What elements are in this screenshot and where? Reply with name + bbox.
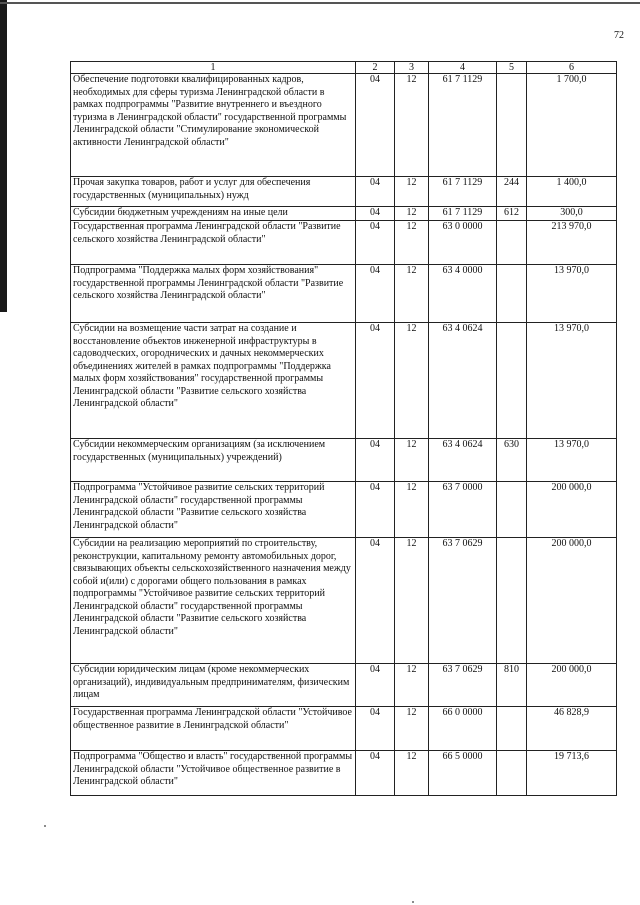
row-amount: 19 713,6 <box>527 751 617 796</box>
row-name: Субсидии бюджетным учреждениям на иные цели <box>71 207 356 221</box>
column-header: 6 <box>527 62 617 74</box>
row-subsection: 12 <box>395 538 429 664</box>
table-row <box>71 265 617 323</box>
budget-table <box>70 61 617 796</box>
column-header: 4 <box>429 62 497 74</box>
row-target-code: 63 4 0624 <box>429 323 497 439</box>
table-row <box>71 482 617 538</box>
row-name: Обеспечение подготовки квалифицированных кадров, необходимых для сферы туризма Ленинградской области в рамках подпрограммы "Развитие внутреннего и въездного туризма в Ленинградской области" государственной программы Ленинградской области "Стимулирование экономической активности Ленинградской области" <box>71 74 356 177</box>
row-subsection: 12 <box>395 265 429 323</box>
scan-speck <box>44 825 46 827</box>
row-section: 04 <box>356 207 395 221</box>
scan-top-edge <box>0 2 640 4</box>
row-amount: 200 000,0 <box>527 538 617 664</box>
row-section: 04 <box>356 74 395 177</box>
row-target-code: 61 7 1129 <box>429 177 497 207</box>
row-amount: 1 400,0 <box>527 177 617 207</box>
row-amount: 46 828,9 <box>527 707 617 751</box>
row-name: Субсидии на реализацию мероприятий по строительству, реконструкции, капитальному ремонту автомобильных дорог, связывающих объекты сельскохозяйственного назначения между собой и(или) с дорогами общего пользования в рамках подпрограммы "Устойчивое развитие сельских территорий Ленинградской области" государственной программы Ленинградской области "Развитие сельского хозяйства Ленинградской области" <box>71 538 356 664</box>
row-subsection: 12 <box>395 751 429 796</box>
table-row <box>71 664 617 707</box>
row-expense-type <box>497 221 527 265</box>
table-row <box>71 707 617 751</box>
row-name: Прочая закупка товаров, работ и услуг для обеспечения государственных (муниципальных) нужд <box>71 177 356 207</box>
table-row <box>71 751 617 796</box>
row-expense-type <box>497 538 527 664</box>
table-row <box>71 221 617 265</box>
row-expense-type <box>497 482 527 538</box>
row-expense-type <box>497 323 527 439</box>
row-amount: 1 700,0 <box>527 74 617 177</box>
row-target-code: 63 4 0000 <box>429 265 497 323</box>
row-subsection: 12 <box>395 482 429 538</box>
row-target-code: 66 5 0000 <box>429 751 497 796</box>
row-expense-type: 244 <box>497 177 527 207</box>
row-section: 04 <box>356 177 395 207</box>
scan-speck <box>412 901 414 903</box>
row-name: Субсидии некоммерческим организациям (за исключением государственных (муниципальных) учреждений) <box>71 439 356 482</box>
row-name: Государственная программа Ленинградской области "Развитие сельского хозяйства Ленинградской области" <box>71 221 356 265</box>
row-target-code: 61 7 1129 <box>429 74 497 177</box>
row-amount: 13 970,0 <box>527 439 617 482</box>
row-name: Субсидии юридическим лицам (кроме некоммерческих организаций), индивидуальным предпринимателям, физическим лицам <box>71 664 356 707</box>
row-section: 04 <box>356 538 395 664</box>
row-subsection: 12 <box>395 221 429 265</box>
table-row <box>71 74 617 177</box>
row-subsection: 12 <box>395 207 429 221</box>
row-expense-type <box>497 751 527 796</box>
row-expense-type <box>497 265 527 323</box>
table-row <box>71 323 617 439</box>
row-section: 04 <box>356 221 395 265</box>
row-subsection: 12 <box>395 177 429 207</box>
row-expense-type: 630 <box>497 439 527 482</box>
row-section: 04 <box>356 751 395 796</box>
column-header: 1 <box>71 62 356 74</box>
row-expense-type: 810 <box>497 664 527 707</box>
page-number: 72 <box>614 30 624 41</box>
row-section: 04 <box>356 265 395 323</box>
row-subsection: 12 <box>395 664 429 707</box>
row-name: Подпрограмма "Поддержка малых форм хозяйствования" государственной программы Ленинградской области "Развитие сельского хозяйства Ленинградской области" <box>71 265 356 323</box>
row-target-code: 63 7 0629 <box>429 538 497 664</box>
row-expense-type: 612 <box>497 207 527 221</box>
header-row <box>71 62 617 74</box>
scan-edge-bar <box>0 0 7 312</box>
row-section: 04 <box>356 482 395 538</box>
table-row <box>71 177 617 207</box>
row-name: Государственная программа Ленинградской области "Устойчивое общественное развитие в Ленинградской области" <box>71 707 356 751</box>
row-amount: 13 970,0 <box>527 323 617 439</box>
row-section: 04 <box>356 664 395 707</box>
row-target-code: 63 7 0629 <box>429 664 497 707</box>
row-amount: 200 000,0 <box>527 664 617 707</box>
table-row <box>71 207 617 221</box>
table-row <box>71 538 617 664</box>
row-name: Субсидии на возмещение части затрат на создание и восстановление объектов инженерной инфраструктуры в садоводческих, огороднических и дачных некоммерческих объединениях жителей в рамках подпрограммы "Поддержка малых форм хозяйствования" государственной программы Ленинградской области "Развитие сельского хозяйства Ленинградской области" <box>71 323 356 439</box>
table-row <box>71 439 617 482</box>
row-amount: 300,0 <box>527 207 617 221</box>
row-subsection: 12 <box>395 323 429 439</box>
row-name: Подпрограмма "Общество и власть" государственной программы Ленинградской области "Устойчивое общественное развитие в Ленинградской области" <box>71 751 356 796</box>
row-target-code: 66 0 0000 <box>429 707 497 751</box>
row-subsection: 12 <box>395 439 429 482</box>
row-target-code: 63 7 0000 <box>429 482 497 538</box>
row-amount: 13 970,0 <box>527 265 617 323</box>
row-target-code: 61 7 1129 <box>429 207 497 221</box>
row-subsection: 12 <box>395 707 429 751</box>
column-header: 2 <box>356 62 395 74</box>
row-section: 04 <box>356 707 395 751</box>
row-amount: 213 970,0 <box>527 221 617 265</box>
row-target-code: 63 0 0000 <box>429 221 497 265</box>
row-expense-type <box>497 707 527 751</box>
row-subsection: 12 <box>395 74 429 177</box>
row-section: 04 <box>356 439 395 482</box>
column-header: 5 <box>497 62 527 74</box>
column-header: 3 <box>395 62 429 74</box>
row-expense-type <box>497 74 527 177</box>
row-target-code: 63 4 0624 <box>429 439 497 482</box>
row-name: Подпрограмма "Устойчивое развитие сельских территорий Ленинградской области" государственной программы Ленинградской области "Развитие сельского хозяйства Ленинградской области" <box>71 482 356 538</box>
row-amount: 200 000,0 <box>527 482 617 538</box>
row-section: 04 <box>356 323 395 439</box>
